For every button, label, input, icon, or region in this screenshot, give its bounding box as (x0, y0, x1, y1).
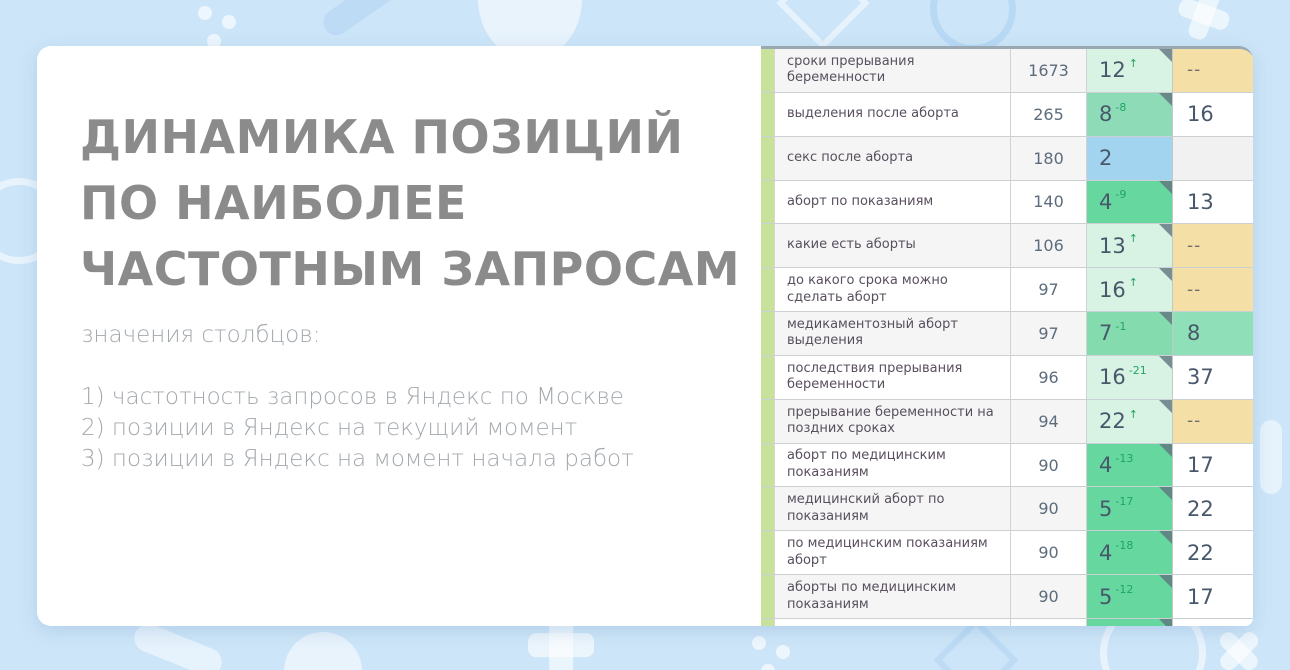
position-value: 5 (1099, 496, 1113, 521)
current-position-cell (1087, 93, 1173, 137)
frequency-cell: 94 (1011, 400, 1087, 444)
ring-icon (930, 0, 1016, 52)
start-position-cell (1173, 137, 1253, 181)
folded-corner-icon (1159, 268, 1172, 281)
frequency-cell: 90 (1011, 487, 1087, 531)
query-cell: медицинский аборт по показаниям (775, 487, 1011, 531)
frequency-cell: 180 (1011, 137, 1087, 181)
start-position-cell: 13 (1173, 181, 1253, 225)
row-accent-strip (761, 49, 775, 93)
frequency-cell: 1673 (1011, 49, 1087, 93)
current-position-cell (1087, 224, 1173, 268)
bubble-dots-icon (752, 636, 766, 650)
folded-corner-icon (1159, 49, 1172, 62)
query-cell: какие есть аборты (775, 224, 1011, 268)
frequency-cell: 97 (1011, 268, 1087, 312)
title-line: ПО НАИБОЛЕЕ (80, 176, 467, 230)
up-arrow-icon: ↑ (1128, 276, 1138, 290)
position-change-delta: -18 (1115, 539, 1134, 553)
positions-table-body (761, 49, 1253, 626)
query-cell: медикаментозный аборт выделения (775, 312, 1011, 356)
current-position-cell (1087, 575, 1173, 619)
title-line: ЧАСТОТНЫМ ЗАПРОСАМ (80, 242, 741, 296)
start-position-cell: 8 (1173, 312, 1253, 356)
position-value: 8 (1099, 102, 1113, 127)
table-row (761, 268, 1253, 312)
plaster-icon (776, 0, 869, 50)
current-position-cell (1087, 487, 1173, 531)
row-accent-strip (761, 137, 775, 181)
capsule-icon (130, 620, 226, 670)
position-value: 5 (1099, 584, 1113, 609)
table-row (761, 93, 1253, 137)
frequency-cell: 265 (1011, 93, 1087, 137)
query-cell: последствия прерывания беременности (775, 356, 1011, 400)
legend-item-start-position: 3) позиции в Яндекс на момент начала работ (81, 446, 634, 472)
position-value: 22 (1099, 409, 1126, 434)
current-position-cell (1087, 49, 1173, 93)
columns-subtitle: значения столбцов: (81, 322, 321, 348)
table-row (761, 137, 1253, 181)
current-position-cell (1087, 444, 1173, 488)
row-accent-strip (761, 268, 775, 312)
frequency-cell: 96 (1011, 356, 1087, 400)
start-position-cell (1173, 619, 1253, 626)
folded-corner-icon (1159, 181, 1172, 194)
position-value: 4 (1099, 189, 1113, 214)
position-change-delta: -12 (1115, 583, 1134, 597)
legend-item-current-position: 2) позиции в Яндекс на текущий момент (81, 415, 578, 441)
frequency-cell: 90 (1011, 444, 1087, 488)
position-change-delta: -9 (1115, 188, 1127, 202)
position-change-delta: -13 (1115, 451, 1134, 465)
start-position-cell: -- (1173, 49, 1253, 93)
frequency-cell: 106 (1011, 224, 1087, 268)
start-position-cell: 17 (1173, 444, 1253, 488)
table-row (761, 181, 1253, 225)
position-value: 7 (1099, 321, 1113, 346)
position-value: 4 (1099, 540, 1113, 565)
capsule-icon (1260, 420, 1282, 494)
row-accent-strip (761, 531, 775, 575)
table-row (761, 444, 1253, 488)
position-value: 16 (1099, 365, 1126, 390)
row-accent-strip (761, 619, 775, 626)
position-change-delta: -8 (1115, 100, 1127, 114)
bubble-dots-icon (198, 6, 212, 20)
medical-cross-icon (1171, 0, 1238, 47)
table-row (761, 531, 1253, 575)
position-value: 2 (1099, 146, 1113, 171)
current-position-cell (1087, 531, 1173, 575)
position-change-delta: -17 (1115, 495, 1134, 509)
up-arrow-icon: ↑ (1128, 56, 1138, 70)
folded-corner-icon (1159, 93, 1172, 106)
frequency-cell (1011, 619, 1087, 626)
query-cell: аборт по медицинским показаниям (775, 444, 1011, 488)
current-position-cell (1087, 181, 1173, 225)
position-value: 12 (1099, 58, 1126, 83)
query-cell: выделения после аборта (775, 93, 1011, 137)
folded-corner-icon (1159, 619, 1172, 626)
start-position-cell: 22 (1173, 531, 1253, 575)
table-row-clipped (761, 619, 1253, 626)
current-position-cell (1087, 137, 1173, 181)
row-accent-strip (761, 93, 775, 137)
row-accent-strip (761, 487, 775, 531)
current-position-cell (1087, 312, 1173, 356)
query-cell (775, 619, 1011, 626)
row-accent-strip (761, 224, 775, 268)
frequency-cell: 97 (1011, 312, 1087, 356)
medical-cross-icon (1206, 618, 1271, 670)
folded-corner-icon (1159, 487, 1172, 500)
start-position-cell: 37 (1173, 356, 1253, 400)
position-value: 16 (1099, 277, 1126, 302)
row-accent-strip (761, 575, 775, 619)
query-cell: до какого срока можно сделать аборт (775, 268, 1011, 312)
folded-corner-icon (1159, 224, 1172, 237)
table-row (761, 224, 1253, 268)
start-position-cell: -- (1173, 268, 1253, 312)
content-card (37, 46, 1253, 626)
query-cell: аборт по показаниям (775, 181, 1011, 225)
position-value: 4 (1099, 453, 1113, 478)
folded-corner-icon (1159, 575, 1172, 588)
table-row (761, 400, 1253, 444)
position-change-delta: -21 (1128, 363, 1147, 377)
current-position-cell (1087, 400, 1173, 444)
tooth-icon (284, 632, 362, 670)
current-position-cell (1087, 619, 1173, 626)
column-legend (81, 382, 634, 475)
page-title (80, 104, 740, 302)
row-accent-strip (761, 356, 775, 400)
table-row (761, 312, 1253, 356)
current-position-cell (1087, 268, 1173, 312)
frequency-cell: 140 (1011, 181, 1087, 225)
start-position-cell: 17 (1173, 575, 1253, 619)
table-row (761, 487, 1253, 531)
query-cell: по медицинским показаниям аборт (775, 531, 1011, 575)
row-accent-strip (761, 312, 775, 356)
start-position-cell: -- (1173, 224, 1253, 268)
folded-corner-icon (1159, 400, 1172, 413)
query-cell: аборты по медицинским показаниям (775, 575, 1011, 619)
legend-item-frequency: 1) частотность запросов в Яндекс по Москве (81, 384, 624, 410)
folded-corner-icon (1159, 531, 1172, 544)
title-line: ДИНАМИКА ПОЗИЦИЙ (80, 110, 684, 164)
current-position-cell (1087, 356, 1173, 400)
table-row (761, 49, 1253, 93)
row-accent-strip (761, 444, 775, 488)
folded-corner-icon (1159, 444, 1172, 457)
query-cell: сроки прерывания беременности (775, 49, 1011, 93)
start-position-cell: 16 (1173, 93, 1253, 137)
start-position-cell: -- (1173, 400, 1253, 444)
frequency-cell: 90 (1011, 575, 1087, 619)
bandage-icon (318, 0, 403, 40)
query-cell: прерывание беременности на поздних сроках (775, 400, 1011, 444)
start-position-cell: 22 (1173, 487, 1253, 531)
folded-corner-icon (1159, 312, 1172, 325)
folded-corner-icon (1159, 356, 1172, 369)
position-value: 13 (1099, 233, 1126, 258)
table-row (761, 575, 1253, 619)
table-row (761, 356, 1253, 400)
positions-table (761, 46, 1253, 626)
row-accent-strip (761, 181, 775, 225)
up-arrow-icon: ↑ (1128, 232, 1138, 246)
row-accent-strip (761, 400, 775, 444)
frequency-cell: 90 (1011, 531, 1087, 575)
query-cell: секс после аборта (775, 137, 1011, 181)
position-change-delta: -1 (1115, 319, 1127, 333)
up-arrow-icon: ↑ (1128, 407, 1138, 421)
